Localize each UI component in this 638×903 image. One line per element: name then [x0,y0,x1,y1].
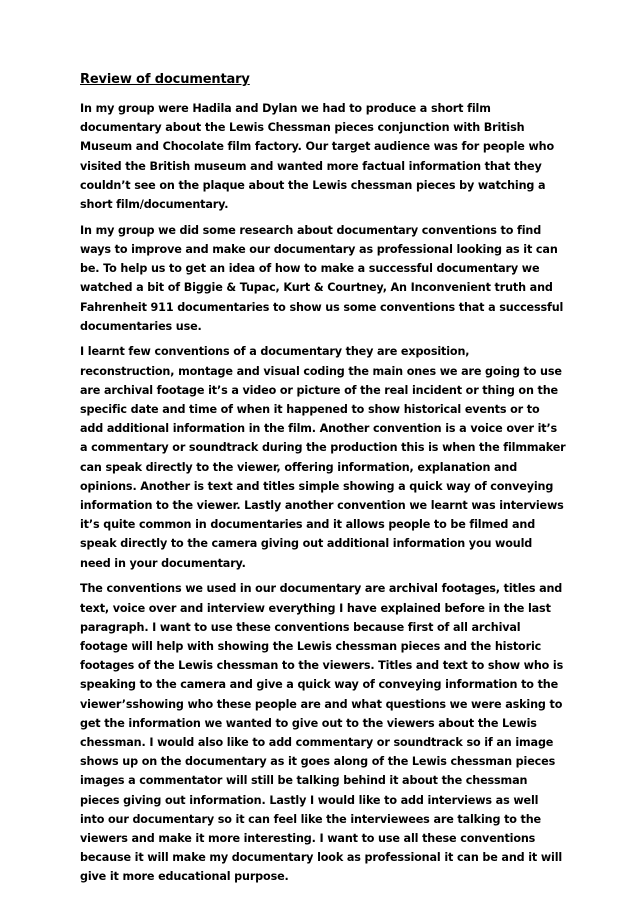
paragraph-conventions-used: The conventions we used in our documentary are archival footages, titles and text, voice over and interview everything I have explained before in the last paragraph. I want to use these conventions because first of all archival footage will help with showing the Lewis chessman pieces and the historic footages of the Lewis chessman to the viewers. Titles and text to show who is speaking to the camera and give a quick way of conveying information to the viewer’sshowing who these people are and what questions we were asking to get the information we wanted to give out to the viewers about the Lewis chessman. I would also like to add commentary or soundtrack so if an image shows up on the documentary as it goes along of the Lewis chessman pieces images a commentator will still be talking behind it about the chessman pieces giving out information. Lastly I would like to add interviews as well into our documentary so it can feel like the interviewees are talking to the viewers and make it more interesting. I want to use all these conventions because it will make my documentary look as professional it can be and it will give it more educational purpose. [80,582,564,884]
paragraph-conventions-learnt: I learnt few conventions of a documentary they are exposition, reconstruction, montage and visual coding the main ones we are going to use are archival footage it’s a video or picture of the real incident or thing on the specific date and time of when it happened to show historical events or to add additional information in the film. Another convention is a voice over it’s a commentary or soundtrack during the production this is when the filmmaker can speak directly to the viewer, offering information, explanation and opinions. Another is text and titles simple showing a quick way of conveying information to the viewer. Lastly another convention we learnt was interviews it’s quite common in documentaries and it allows people to be filmed and speak directly to the camera giving out additional information you would need in your documentary. [80,345,566,570]
paragraph-research: In my group we did some research about documentary conventions to find ways to improve and make our documentary as professional looking as it can be. To help us to get an idea of how to make a successful documentary we watched a bit of Biggie & Tupac, Kurt & Courtney, An Inconvenient truth and Fahrenheit 911 documentaries to show us some conventions that a successful documentaries use. [80,223,564,333]
document-title: Review of documentary [80,72,250,87]
document-page [80,70,566,893]
paragraph-intro: In my group were Hadila and Dylan we had to produce a short film documentary about the Lewis Chessman pieces conjunction with British Museum and Chocolate film factory. Our target audience was for people who visited the British museum and wanted more factual information that they couldn’t see on the plaque about the Lewis chessman pieces by watching a short film/documentary. [80,102,554,212]
